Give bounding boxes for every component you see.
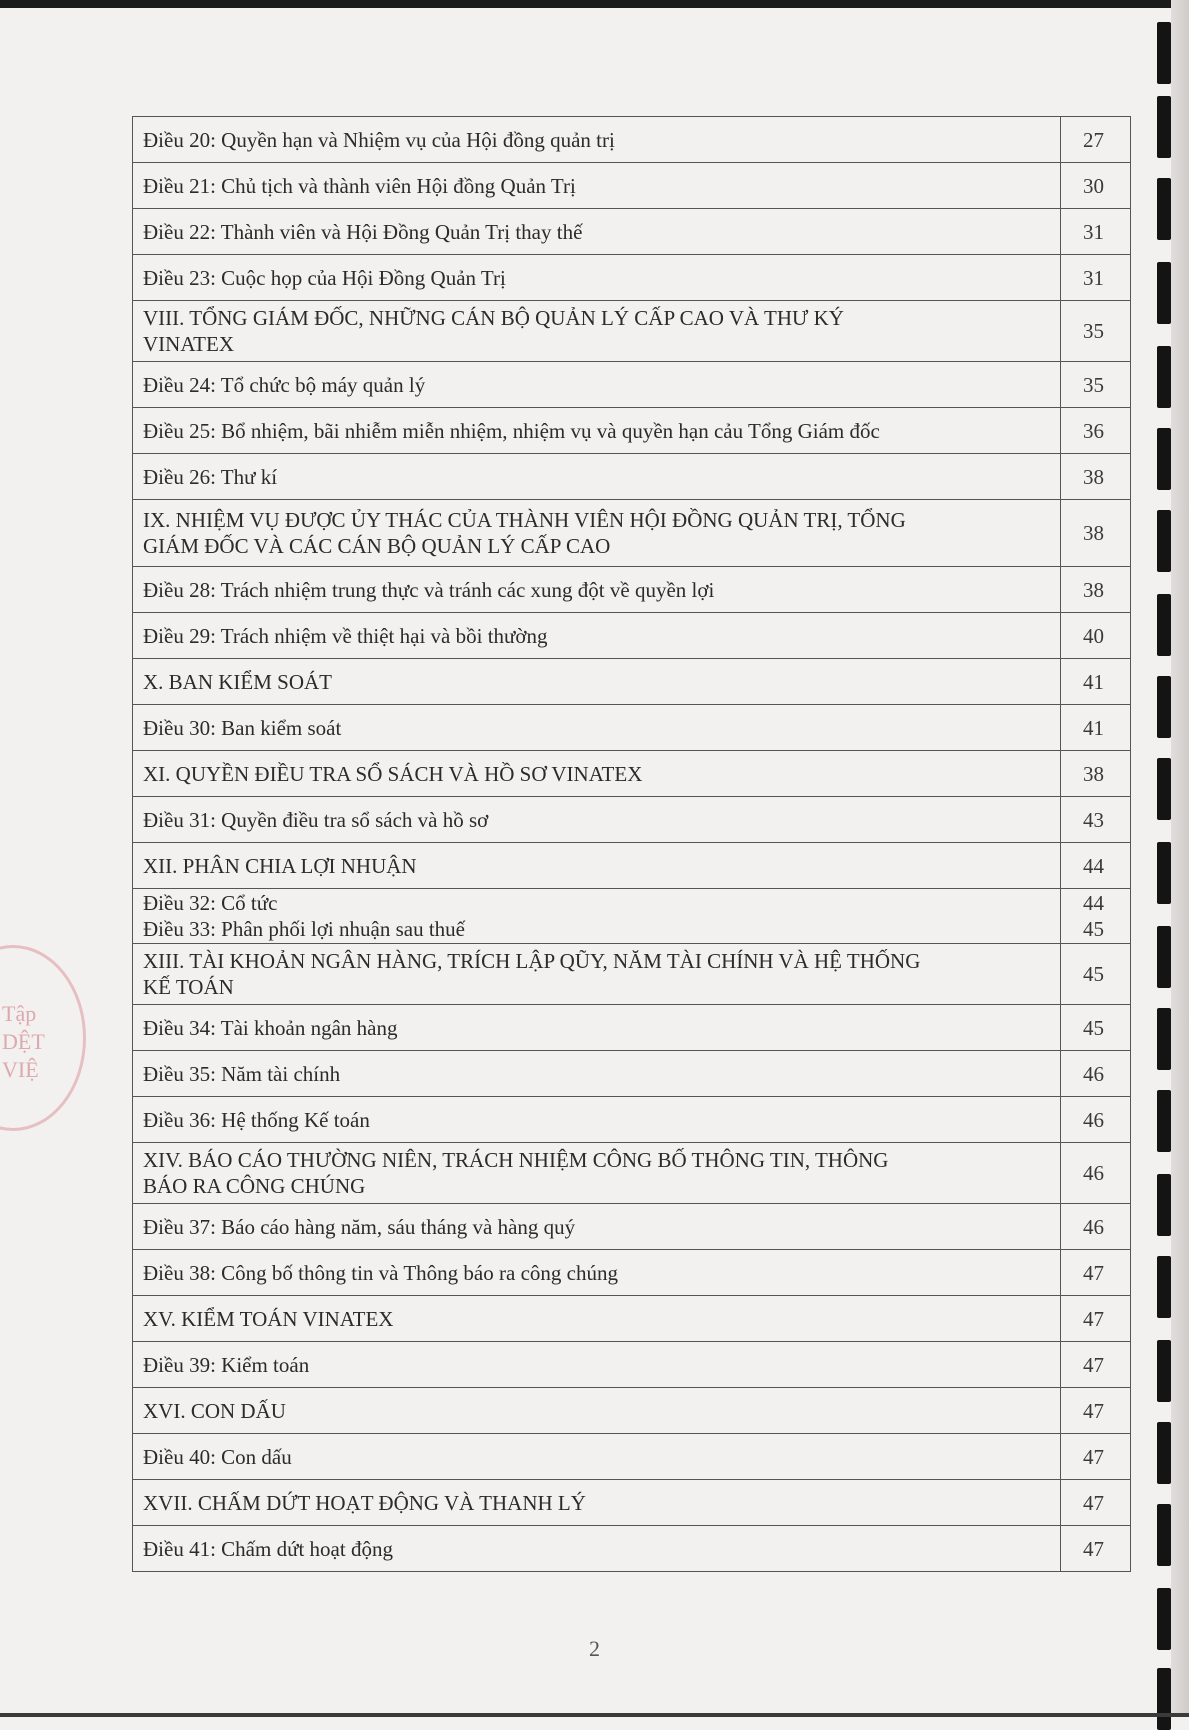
toc-entry-line: Điều 35: Năm tài chính <box>143 1061 341 1086</box>
table-of-contents <box>132 116 1131 1572</box>
toc-entry-title <box>133 301 1061 362</box>
toc-entry-page <box>1061 1204 1131 1250</box>
binding-hole <box>1157 1008 1171 1070</box>
toc-entry-page <box>1061 500 1131 567</box>
toc-page-number: 47 <box>1083 1536 1104 1561</box>
toc-row <box>133 255 1131 301</box>
binding-hole <box>1157 1504 1171 1566</box>
scan-bottom-edge <box>0 1713 1189 1717</box>
toc-entry-line: XII. PHÂN CHIA LỢI NHUẬN <box>143 853 417 878</box>
toc-entry-page <box>1061 1250 1131 1296</box>
red-stamp-text <box>2 1000 45 1084</box>
toc-row <box>133 117 1131 163</box>
toc-entry-title <box>133 1434 1061 1480</box>
toc-entry-line: XVI. CON DẤU <box>143 1398 286 1423</box>
page-number: 2 <box>589 1636 600 1661</box>
toc-entry-title <box>133 1250 1061 1296</box>
toc-row <box>133 659 1131 705</box>
toc-entry-line: GIÁM ĐỐC VÀ CÁC CÁN BỘ QUẢN LÝ CẤP CAO <box>143 534 611 558</box>
binding-hole <box>1157 1256 1171 1318</box>
toc-entry-line: VIII. TỔNG GIÁM ĐỐC, NHỮNG CÁN BỘ QUẢN LÝ CẤP CAO VÀ THƯ KÝ <box>143 306 844 330</box>
toc-entry-title <box>133 1097 1061 1143</box>
toc-body <box>133 117 1131 1572</box>
toc-entry-line: Điều 21: Chủ tịch và thành viên Hội đồng Quản Trị <box>143 173 576 198</box>
toc-page-number: 31 <box>1083 219 1104 244</box>
toc-entry-page <box>1061 1526 1131 1572</box>
toc-entry-title <box>133 1480 1061 1526</box>
toc-row <box>133 362 1131 408</box>
toc-row <box>133 1388 1131 1434</box>
binding-hole <box>1157 1422 1171 1484</box>
toc-entry-title <box>133 1296 1061 1342</box>
toc-entry-title <box>133 1051 1061 1097</box>
toc-entry-line: IX. NHIỆM VỤ ĐƯỢC ỦY THÁC CỦA THÀNH VIÊN HỘI ĐỒNG QUẢN TRỊ, TỔNG <box>143 508 906 532</box>
toc-entry-title <box>133 1342 1061 1388</box>
toc-entry-page <box>1061 1480 1131 1526</box>
toc-page-number: 47 <box>1083 1490 1104 1515</box>
toc-entry-title <box>133 255 1061 301</box>
binding-hole <box>1157 842 1171 904</box>
toc-page-number: 46 <box>1083 1161 1104 1185</box>
toc-entry-line: Điều 37: Báo cáo hàng năm, sáu tháng và hàng quý <box>143 1214 576 1239</box>
toc-entry-line: VINATEX <box>143 332 234 356</box>
toc-entry-line: XV. KIỂM TOÁN VINATEX <box>143 1306 394 1331</box>
toc-row <box>133 1097 1131 1143</box>
toc-entry-title <box>133 797 1061 843</box>
toc-page-number: 27 <box>1083 127 1104 152</box>
toc-row <box>133 613 1131 659</box>
binding-hole <box>1157 1090 1171 1152</box>
toc-entry-page <box>1061 255 1131 301</box>
toc-row <box>133 1434 1131 1480</box>
toc-entry-line: Điều 31: Quyền điều tra sổ sách và hồ sơ <box>143 807 489 832</box>
toc-page-number: 44 <box>1083 891 1104 915</box>
toc-entry-page <box>1061 659 1131 705</box>
toc-row <box>133 567 1131 613</box>
toc-entry-page <box>1061 1143 1131 1204</box>
toc-row <box>133 1143 1131 1204</box>
toc-page-number: 47 <box>1083 1352 1104 1377</box>
toc-row <box>133 889 1131 944</box>
toc-entry-page <box>1061 362 1131 408</box>
toc-entry-title <box>133 889 1061 944</box>
toc-row <box>133 944 1131 1005</box>
toc-entry-title <box>133 1005 1061 1051</box>
toc-entry-title <box>133 567 1061 613</box>
toc-row <box>133 1051 1131 1097</box>
toc-row <box>133 454 1131 500</box>
toc-entry-title <box>133 209 1061 255</box>
toc-entry-page <box>1061 889 1131 944</box>
toc-entry-line: Điều 28: Trách nhiệm trung thực và tránh các xung đột về quyền lợi <box>143 577 715 602</box>
toc-entry-title <box>133 1143 1061 1204</box>
toc-row <box>133 1526 1131 1572</box>
toc-entry-line: Điều 25: Bổ nhiệm, bãi nhiễm miễn nhiệm, nhiệm vụ và quyền hạn cảu Tổng Giám đốc <box>143 418 880 443</box>
toc-entry-line: Điều 29: Trách nhiệm về thiệt hại và bồi thường <box>143 623 548 648</box>
toc-entry-title <box>133 1526 1061 1572</box>
toc-page-number: 38 <box>1083 464 1104 489</box>
toc-page-number: 46 <box>1083 1107 1104 1132</box>
toc-page-number: 45 <box>1083 962 1104 986</box>
toc-page-number: 46 <box>1083 1214 1104 1239</box>
toc-page-number: 38 <box>1083 577 1104 602</box>
binding-hole <box>1157 96 1171 158</box>
toc-row <box>133 1342 1131 1388</box>
toc-entry-line: Điều 38: Công bố thông tin và Thông báo ra công chúng <box>143 1260 618 1285</box>
scan-top-edge <box>0 0 1189 8</box>
toc-page-number: 30 <box>1083 173 1104 198</box>
toc-entry-line: KẾ TOÁN <box>143 975 234 999</box>
binding-hole <box>1157 1668 1171 1730</box>
toc-entry-title <box>133 944 1061 1005</box>
toc-entry-page <box>1061 1051 1131 1097</box>
toc-entry-page <box>1061 1434 1131 1480</box>
toc-row <box>133 1204 1131 1250</box>
toc-entry-title <box>133 705 1061 751</box>
toc-page-number: 40 <box>1083 623 1104 648</box>
toc-entry-line: Điều 30: Ban kiểm soát <box>143 715 342 740</box>
binding-hole <box>1157 1174 1171 1236</box>
toc-page-number: 31 <box>1083 265 1104 290</box>
toc-entry-title <box>133 408 1061 454</box>
toc-entry-line: Điều 39: Kiểm toán <box>143 1352 310 1377</box>
toc-entry-line: Điều 36: Hệ thống Kế toán <box>143 1107 370 1132</box>
toc-row <box>133 209 1131 255</box>
toc-entry-title <box>133 117 1061 163</box>
binding-hole <box>1157 178 1171 240</box>
toc-entry-page <box>1061 1097 1131 1143</box>
toc-entry-line: Điều 23: Cuộc họp của Hội Đồng Quản Trị <box>143 265 506 290</box>
toc-entry-page <box>1061 705 1131 751</box>
toc-entry-page <box>1061 944 1131 1005</box>
toc-row <box>133 1296 1131 1342</box>
toc-row <box>133 500 1131 567</box>
toc-entry-page <box>1061 117 1131 163</box>
stamp-line: Tập <box>2 1001 37 1026</box>
toc-page-number: 36 <box>1083 418 1104 443</box>
toc-entry-line: Điều 22: Thành viên và Hội Đồng Quản Trị thay thế <box>143 219 583 244</box>
toc-entry-title <box>133 500 1061 567</box>
toc-page-number: 47 <box>1083 1260 1104 1285</box>
toc-entry-page <box>1061 1388 1131 1434</box>
toc-entry-page <box>1061 1342 1131 1388</box>
toc-row <box>133 408 1131 454</box>
toc-page-number: 45 <box>1083 917 1104 941</box>
toc-page-number: 41 <box>1083 715 1104 740</box>
toc-entry-page <box>1061 408 1131 454</box>
toc-entry-page <box>1061 301 1131 362</box>
binding-hole <box>1157 428 1171 490</box>
toc-row <box>133 1005 1131 1051</box>
toc-entry-line: Điều 33: Phân phối lợi nhuận sau thuế <box>143 917 465 941</box>
toc-entry-line: X. BAN KIỂM SOÁT <box>143 669 332 694</box>
toc-row <box>133 163 1131 209</box>
toc-entry-title <box>133 454 1061 500</box>
toc-page-number: 44 <box>1083 853 1104 878</box>
binding-hole <box>1157 1340 1171 1402</box>
binding-hole <box>1157 262 1171 324</box>
toc-entry-line: Điều 32: Cổ tức <box>143 891 278 915</box>
toc-entry-page <box>1061 843 1131 889</box>
toc-entry-line: Điều 40: Con dấu <box>143 1444 292 1469</box>
toc-entry-page <box>1061 797 1131 843</box>
toc-row <box>133 797 1131 843</box>
toc-row <box>133 301 1131 362</box>
binding-hole <box>1157 346 1171 408</box>
toc-entry-title <box>133 613 1061 659</box>
toc-page-number: 47 <box>1083 1398 1104 1423</box>
toc-entry-title <box>133 843 1061 889</box>
toc-entry-page <box>1061 209 1131 255</box>
toc-entry-page <box>1061 567 1131 613</box>
binding-hole <box>1157 594 1171 656</box>
toc-page-number: 38 <box>1083 521 1104 545</box>
toc-page-number: 35 <box>1083 372 1104 397</box>
toc-entry-title <box>133 1388 1061 1434</box>
toc-row <box>133 843 1131 889</box>
toc-entry-line: BÁO RA CÔNG CHÚNG <box>143 1174 366 1198</box>
toc-entry-line: XIV. BÁO CÁO THƯỜNG NIÊN, TRÁCH NHIỆM CÔNG BỐ THÔNG TIN, THÔNG <box>143 1148 889 1172</box>
toc-entry-line: XVII. CHẤM DỨT HOẠT ĐỘNG VÀ THANH LÝ <box>143 1490 586 1515</box>
toc-entry-title <box>133 362 1061 408</box>
toc-entry-title <box>133 659 1061 705</box>
toc-entry-line: Điều 34: Tài khoản ngân hàng <box>143 1015 398 1040</box>
toc-entry-page <box>1061 1296 1131 1342</box>
toc-entry-line: Điều 20: Quyền hạn và Nhiệm vụ của Hội đồng quản trị <box>143 127 615 152</box>
binding-hole <box>1157 22 1171 84</box>
toc-page-number: 35 <box>1083 319 1104 343</box>
toc-page-number: 38 <box>1083 761 1104 786</box>
binding-hole <box>1157 926 1171 988</box>
binding-hole <box>1157 510 1171 572</box>
toc-entry-page <box>1061 613 1131 659</box>
toc-page-number: 43 <box>1083 807 1104 832</box>
toc-row <box>133 705 1131 751</box>
toc-entry-title <box>133 1204 1061 1250</box>
toc-page-number: 45 <box>1083 1015 1104 1040</box>
toc-entry-title <box>133 751 1061 797</box>
stamp-line: VIỆ <box>2 1057 39 1082</box>
stamp-line: DỆT <box>2 1029 45 1054</box>
toc-entry-line: Điều 24: Tổ chức bộ máy quản lý <box>143 372 426 397</box>
toc-entry-line: Điều 26: Thư kí <box>143 464 278 489</box>
toc-entry-title <box>133 163 1061 209</box>
toc-entry-line: Điều 41: Chấm dứt hoạt động <box>143 1536 393 1561</box>
toc-page-number: 46 <box>1083 1061 1104 1086</box>
toc-entry-page <box>1061 163 1131 209</box>
toc-entry-page <box>1061 1005 1131 1051</box>
toc-row <box>133 1250 1131 1296</box>
toc-row <box>133 751 1131 797</box>
binding-hole <box>1157 676 1171 738</box>
binding-hole <box>1157 758 1171 820</box>
toc-entry-line: XI. QUYỀN ĐIỀU TRA SỔ SÁCH VÀ HỒ SƠ VINATEX <box>143 761 643 786</box>
toc-row <box>133 1480 1131 1526</box>
toc-entry-line: XIII. TÀI KHOẢN NGÂN HÀNG, TRÍCH LẬP QŨY, NĂM TÀI CHÍNH VÀ HỆ THỐNG <box>143 949 921 973</box>
toc-entry-page <box>1061 454 1131 500</box>
toc-entry-page <box>1061 751 1131 797</box>
toc-page-number: 47 <box>1083 1444 1104 1469</box>
binding-spine <box>1153 0 1175 1717</box>
toc-page-number: 47 <box>1083 1306 1104 1331</box>
toc-page-number: 41 <box>1083 669 1104 694</box>
